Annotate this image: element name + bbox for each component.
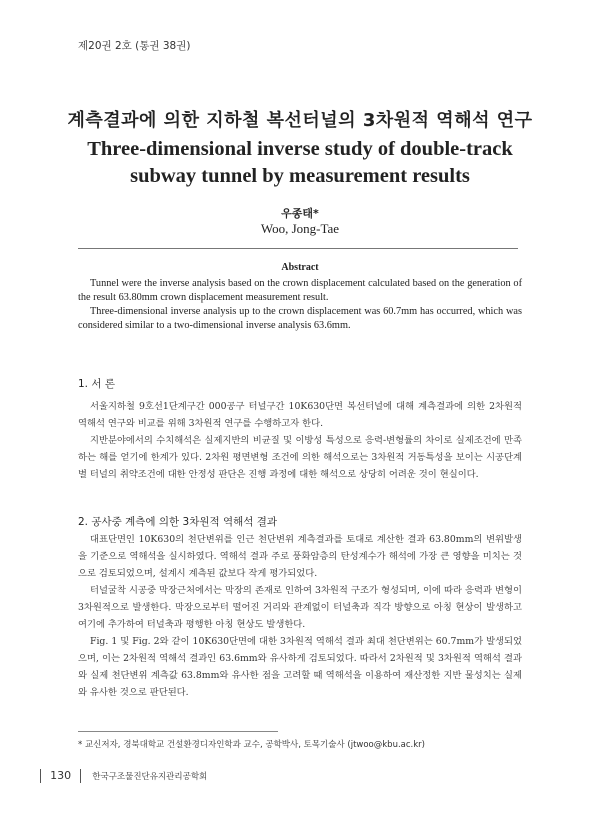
author-english: Woo, Jong-Tae [260,221,340,236]
section-body-introduction [78,398,522,483]
corresponding-author-footnote: * 교신저자, 경북대학교 건설환경디자인학과 교수, 공학박사, 토목기술사 (jtwoo@kbu.ac.kr) [78,740,425,750]
section-body-results [78,531,522,701]
abstract-paragraph: Tunnel were the inverse analysis based on the crown displacement calculated based on the generation of the result 63.80mm crown displacement measurement result. [78,278,522,303]
section-heading-results: 2. 공사중 계측에 의한 3차원적 역해석 결과 [78,516,278,528]
body-paragraph: 서울지하철 9호선1단계구간 000공구 터널구간 10K630단면 복선터널에 대해 계측결과에 의한 2차원적 역해석 연구와 비교를 위해 3차원적 연구를 수행하고자 한다. [78,401,522,429]
journal-volume-header: 제20권 2호 (통권 38권) [78,40,191,52]
page-footer [40,765,207,784]
abstract-body [78,277,522,333]
footer-bar [80,769,81,783]
body-paragraph: 터널굴착 시공중 막장근처에서는 막장의 존재로 인하여 3차원적 구조가 형성되며, 이에 따라 응력과 변형이 3차원적으로 발생한다. 막장으로부터 떨어진 거리와 관계없이 터널축과 직각 방향으로 아칭 현상이 발생하고 여기에 추가하여 터널축과 평행한 아칭 현상도 발생한다. [78,585,522,630]
section-heading-introduction: 1. 서 론 [78,378,115,390]
page-number: 130 [50,769,72,782]
body-paragraph: Fig. 1 및 Fig. 2와 같이 10K630단면에 대한 3차원적 역해석 결과 최대 천단변위는 60.7mm가 발생되었으며, 이는 2차원적 역해석 결과인 63.6mm와 유사하게 검토되었다. 따라서 2차원적 및 3차원적 역해석 결과와 실제 천단변위 계측값 63.8mm와 유사한 점을 고려할 때 역해석을 이용하여 재산정한 지반 물성치는 실제와 유사한 것으로 판단된다. [78,636,522,698]
body-paragraph: 대표단면인 10K630의 천단변위를 인근 천단변위 계측결과를 토대로 계산한 결과 63.80mm의 변위발생을 기준으로 역해석을 실시하였다. 역해석 결과 주로 풍화암층의 탄성계수가 해석에 가장 큰 영향을 미치는 것으로 검토되었으며, 설계시 계측된 값보다 작게 평가되었다. [78,534,522,579]
korean-title: 계측결과에 의한 지하철 복선터널의 3차원적 역해석 연구 [67,110,533,131]
title-divider [78,248,518,249]
body-paragraph: 지반분야에서의 수치해석은 실제지반의 비균질 및 이방성 특성으로 응력-변형률의 차이로 실제조건에 만족하는 해를 얻기에 한계가 있다. 2차원 평면변형 조건에 의한 해석으로는 3차원적 거동특성을 보이는 시공단계별 터널의 취약조건에 대한 안정성 판단은 진행 과정에 대한 해석으로 상당히 어려운 것이 현실이다. [78,435,522,480]
author-korean: 우종태* [281,207,319,220]
abstract-paragraph: Three-dimensional inverse analysis up to the crown displacement was 60.7mm has occurred, which was considered similar to a two-dimensional inverse analysis 63.6mm. [78,306,522,331]
abstract-heading: Abstract [281,262,319,273]
english-title: Three-dimensional inverse study of double-track subway tunnel by measurement results [87,138,513,187]
footer-bar [40,769,41,783]
journal-name: 한국구조물진단유지관리공학회 [92,771,208,782]
footnote-divider [78,731,278,732]
